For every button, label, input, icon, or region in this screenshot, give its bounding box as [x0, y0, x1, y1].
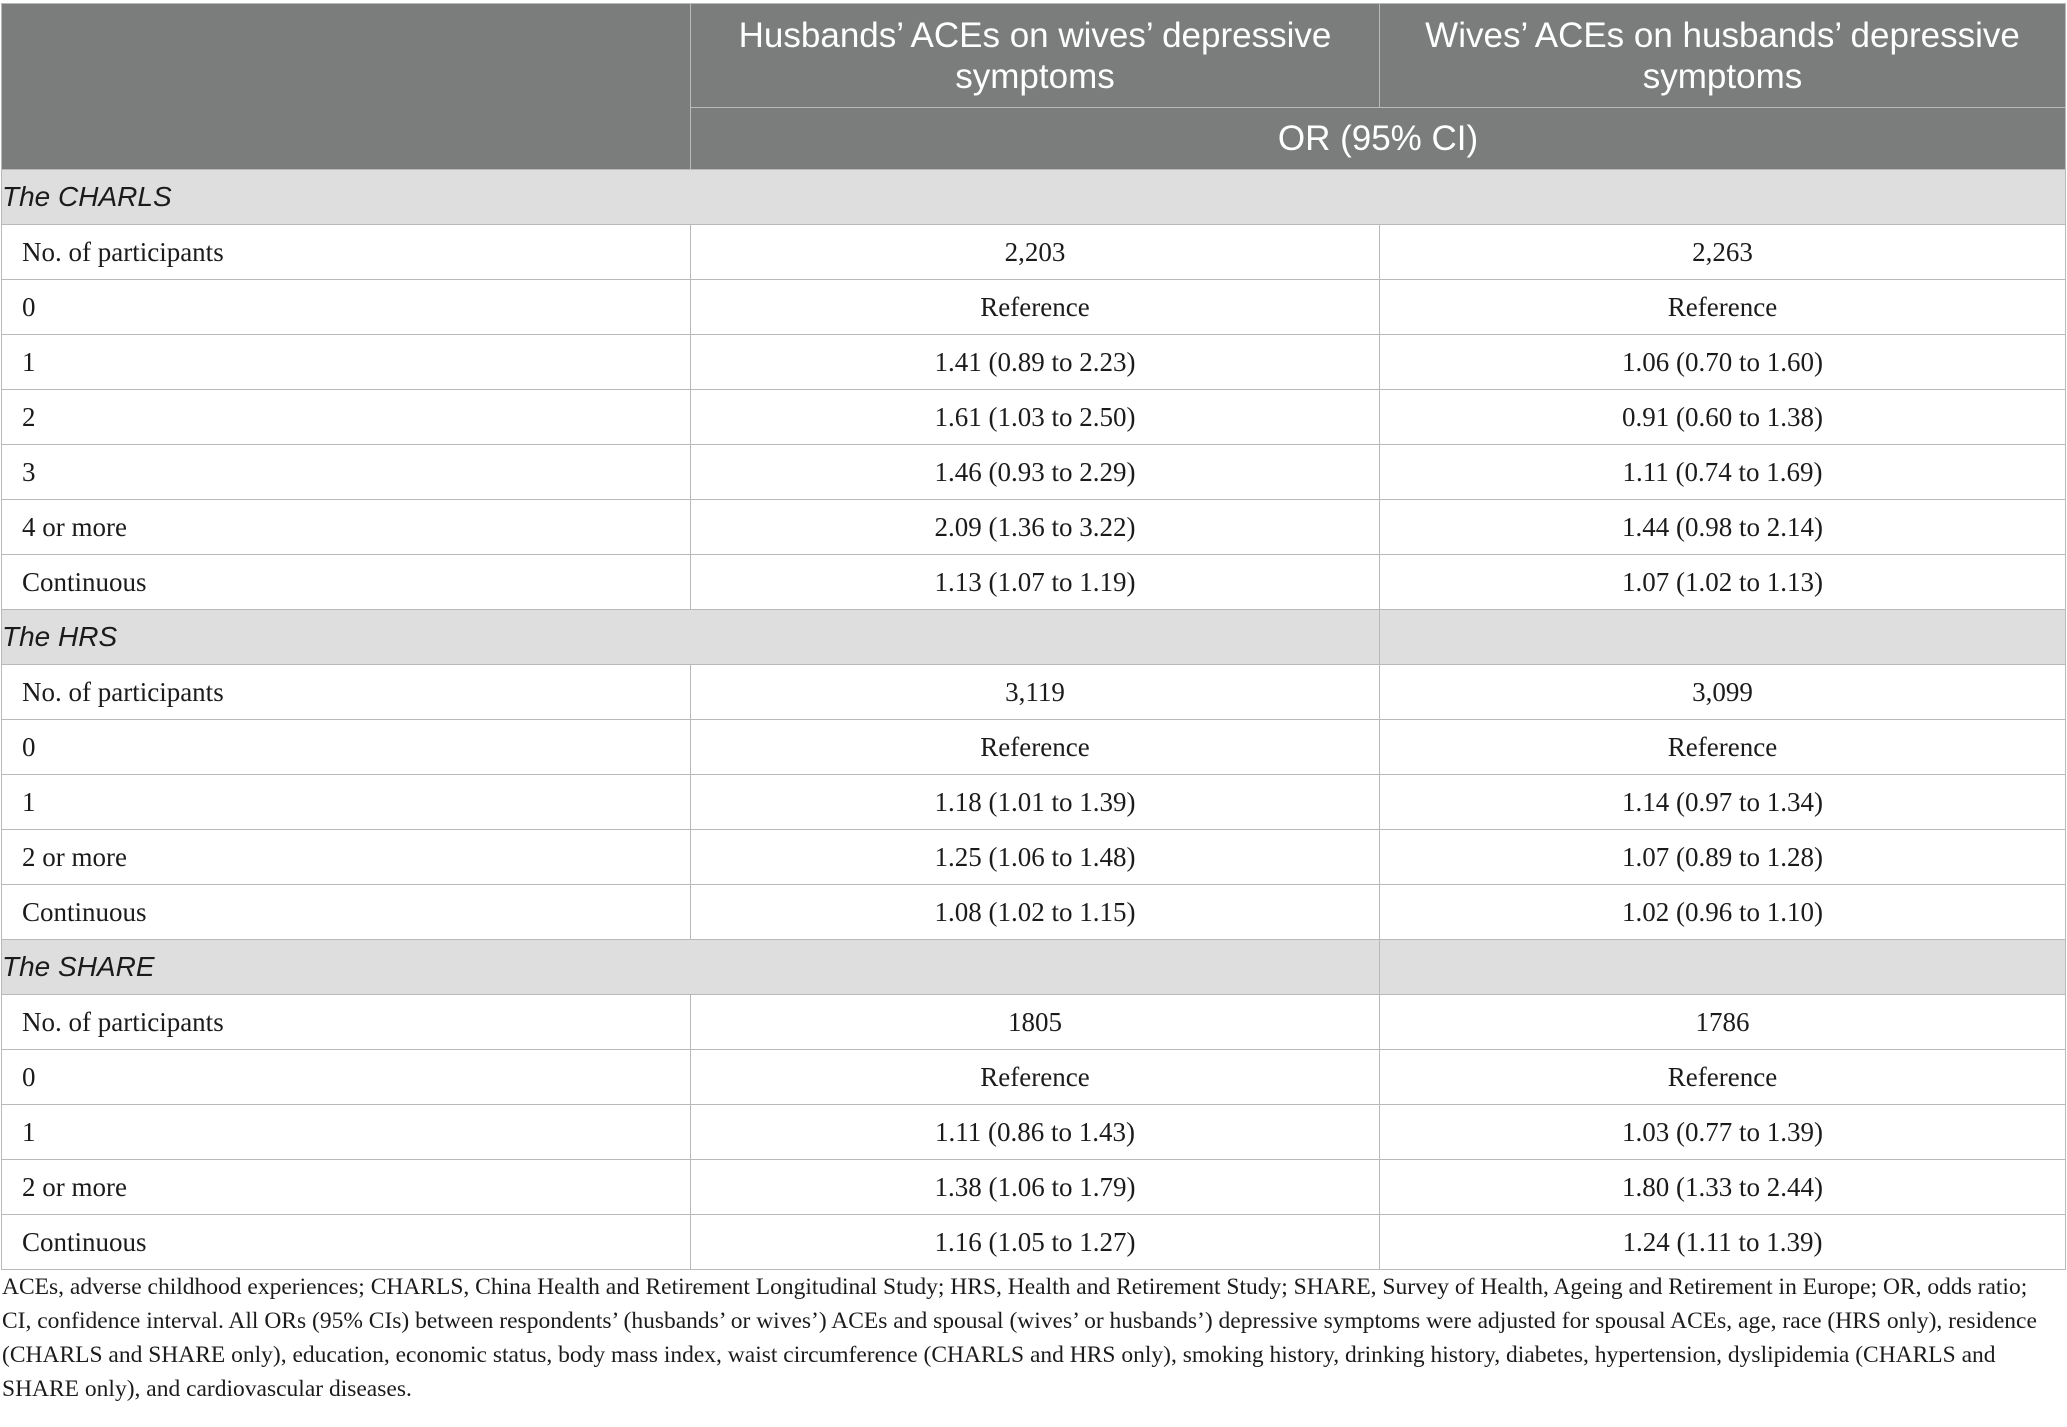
table-row [2, 1105, 2066, 1160]
table-row [2, 775, 2066, 830]
wives-or-value: 1786 [1380, 995, 2066, 1050]
table-row [2, 555, 2066, 610]
table-row [2, 280, 2066, 335]
section-header-row [2, 940, 2066, 995]
section-header-row [2, 610, 2066, 665]
row-label: 0 [2, 1050, 691, 1105]
row-label: No. of participants [2, 995, 691, 1050]
wives-or-value: 1.06 (0.70 to 1.60) [1380, 335, 2066, 390]
wives-or-value: 0.91 (0.60 to 1.38) [1380, 390, 2066, 445]
husbands-or-value: 1.61 (1.03 to 2.50) [691, 390, 1380, 445]
wives-or-value: 1.07 (1.02 to 1.13) [1380, 555, 2066, 610]
subheader-or-ci: OR (95% CI) [691, 108, 2066, 170]
row-label: 2 or more [2, 830, 691, 885]
table-footnote: ACEs, adverse childhood experiences; CHARLS, China Health and Retirement Longitudinal Study; HRS, Health and Retirement Study; SHARE, Survey of Health, Ageing and Retirement in Europe; OR, odds ratio; CI, confidence interval. All ORs (95% CIs) between respondents’ (husbands’ or wives’) ACEs and spousal (wives’ or husbands’) depressive symptoms were adjusted for spousal ACEs, age, race (HRS only), residence (CHARLS and SHARE only), education, economic status, body mass index, waist circumference (CHARLS and HRS only), smoking history, drinking history, diabetes, hypertension, dyslipidemia (CHARLS and SHARE only), and cardiovascular diseases. [2, 1274, 2037, 1402]
wives-or-value: 1.02 (0.96 to 1.10) [1380, 885, 2066, 940]
wives-or-value: 1.11 (0.74 to 1.69) [1380, 445, 2066, 500]
row-label: 3 [2, 445, 691, 500]
wives-or-value: 1.14 (0.97 to 1.34) [1380, 775, 2066, 830]
husbands-or-value: 1.16 (1.05 to 1.27) [691, 1215, 1380, 1270]
table-row [2, 1160, 2066, 1215]
table-row [2, 995, 2066, 1050]
table-row [2, 885, 2066, 940]
husbands-or-value: Reference [691, 720, 1380, 775]
husbands-or-value: 1.11 (0.86 to 1.43) [691, 1105, 1380, 1160]
husbands-or-value: 1.41 (0.89 to 2.23) [691, 335, 1380, 390]
husbands-or-value: 1.38 (1.06 to 1.79) [691, 1160, 1380, 1215]
section-title: The HRS [2, 610, 1380, 665]
section-title: The CHARLS [2, 170, 2066, 225]
results-table [1, 3, 2066, 1270]
table-row [2, 665, 2066, 720]
husbands-or-value: 1.46 (0.93 to 2.29) [691, 445, 1380, 500]
table-row [2, 500, 2066, 555]
row-label: 2 or more [2, 1160, 691, 1215]
section-blank-cell [1380, 610, 2066, 665]
table-row [2, 390, 2066, 445]
wives-or-value: 2,263 [1380, 225, 2066, 280]
husbands-or-value: 1.13 (1.07 to 1.19) [691, 555, 1380, 610]
wives-or-value: Reference [1380, 280, 2066, 335]
row-label: 0 [2, 280, 691, 335]
husbands-or-value: 1.25 (1.06 to 1.48) [691, 830, 1380, 885]
husbands-or-value: 2.09 (1.36 to 3.22) [691, 500, 1380, 555]
wives-or-value: 1.80 (1.33 to 2.44) [1380, 1160, 2066, 1215]
table-row [2, 1050, 2066, 1105]
table-row [2, 225, 2066, 280]
wives-or-value: Reference [1380, 1050, 2066, 1105]
husbands-or-value: 3,119 [691, 665, 1380, 720]
row-label: Continuous [2, 1215, 691, 1270]
header-husbands-aces: Husbands’ ACEs on wives’ depressive symptoms [691, 4, 1380, 108]
row-label: 1 [2, 1105, 691, 1160]
wives-or-value: 1.07 (0.89 to 1.28) [1380, 830, 2066, 885]
husbands-or-value: 2,203 [691, 225, 1380, 280]
row-label: 1 [2, 335, 691, 390]
husbands-or-value: 1.18 (1.01 to 1.39) [691, 775, 1380, 830]
husbands-or-value: Reference [691, 280, 1380, 335]
row-label: 4 or more [2, 500, 691, 555]
wives-or-value: 1.44 (0.98 to 2.14) [1380, 500, 2066, 555]
wives-or-value: 1.24 (1.11 to 1.39) [1380, 1215, 2066, 1270]
table-row [2, 445, 2066, 500]
row-label: 1 [2, 775, 691, 830]
husbands-or-value: 1.08 (1.02 to 1.15) [691, 885, 1380, 940]
header-blank-cell [2, 4, 691, 170]
row-label: Continuous [2, 885, 691, 940]
wives-or-value: 1.03 (0.77 to 1.39) [1380, 1105, 2066, 1160]
section-blank-cell [1380, 940, 2066, 995]
table-row [2, 335, 2066, 390]
husbands-or-value: Reference [691, 1050, 1380, 1105]
header-wives-aces: Wives’ ACEs on husbands’ depressive symptoms [1380, 4, 2066, 108]
wives-or-value: Reference [1380, 720, 2066, 775]
table-row [2, 720, 2066, 775]
row-label: No. of participants [2, 665, 691, 720]
table-row [2, 830, 2066, 885]
row-label: No. of participants [2, 225, 691, 280]
row-label: Continuous [2, 555, 691, 610]
wives-or-value: 3,099 [1380, 665, 2066, 720]
section-header-row [2, 170, 2066, 225]
row-label: 2 [2, 390, 691, 445]
header-row [2, 4, 2066, 108]
table-row [2, 1215, 2066, 1270]
row-label: 0 [2, 720, 691, 775]
section-title: The SHARE [2, 940, 1380, 995]
husbands-or-value: 1805 [691, 995, 1380, 1050]
